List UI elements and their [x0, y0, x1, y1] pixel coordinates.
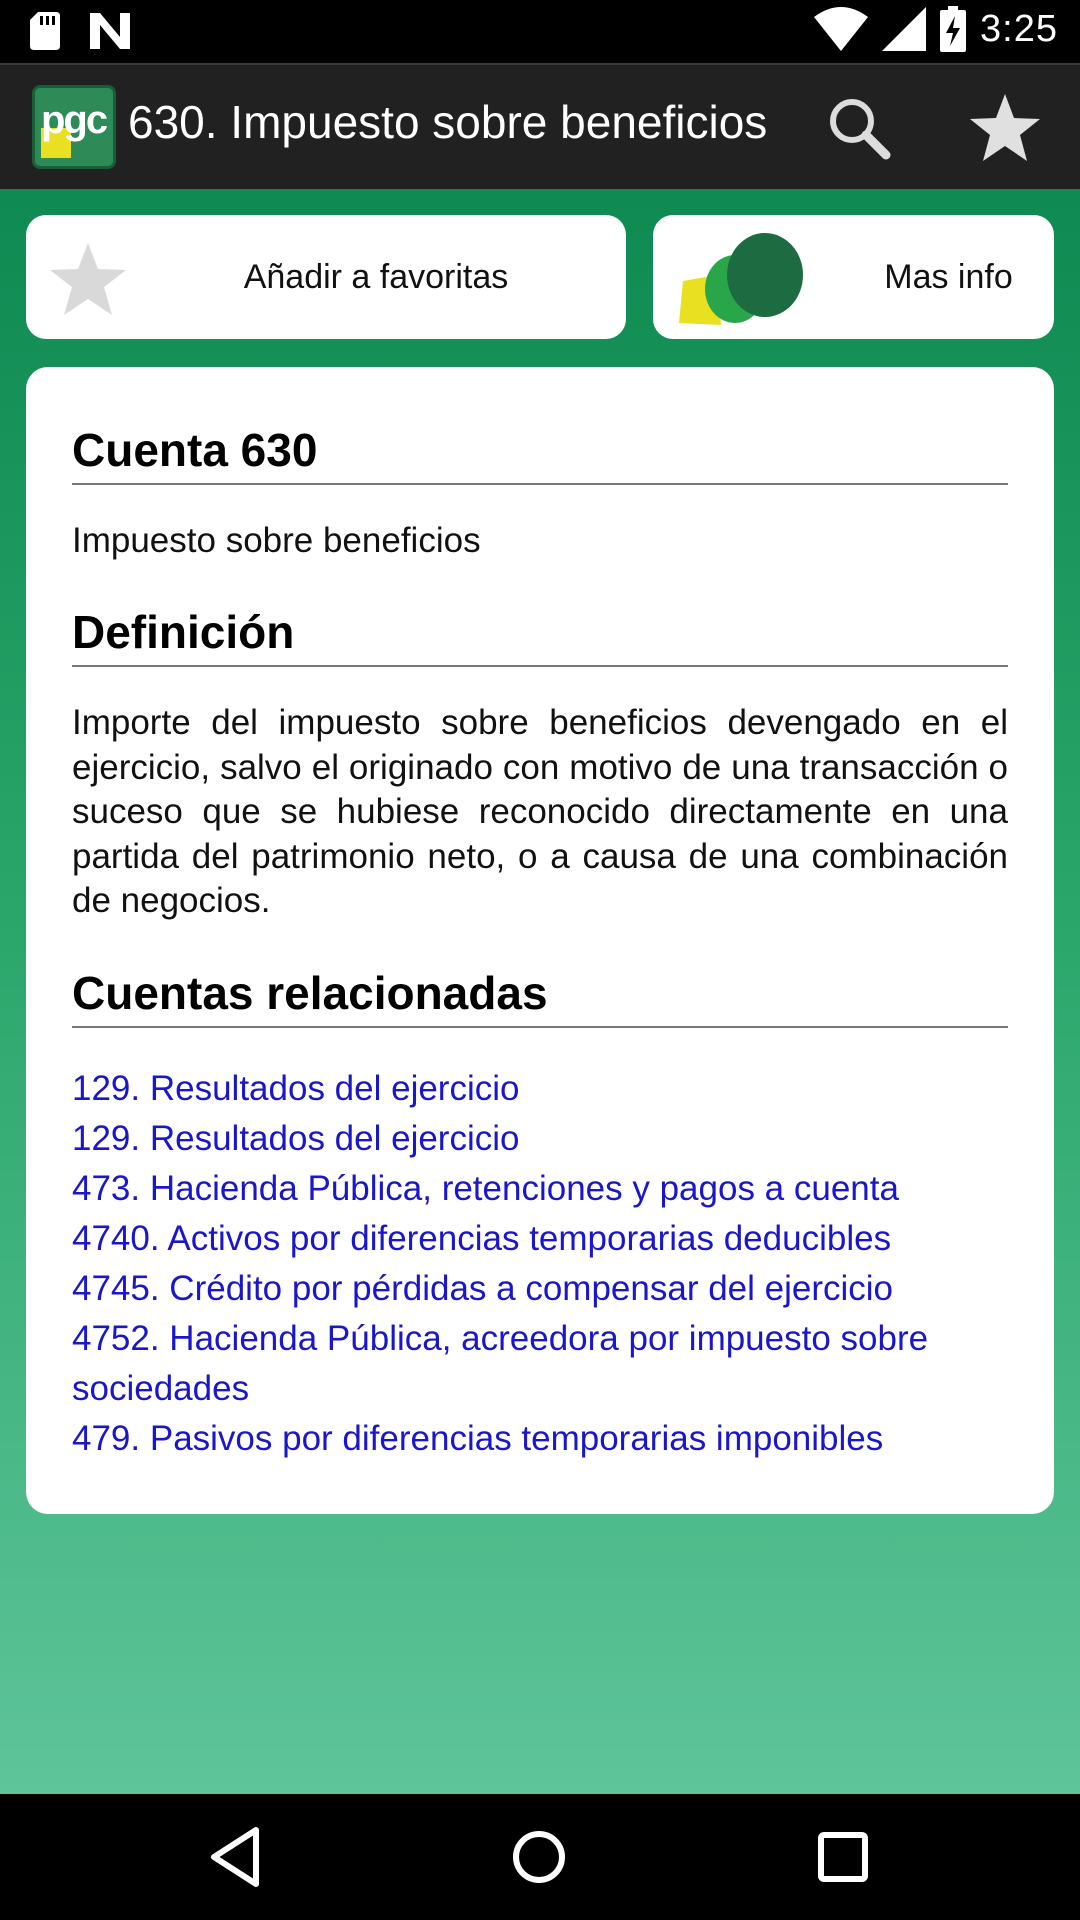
more-info-button[interactable]	[653, 215, 1054, 339]
account-card	[26, 367, 1054, 1514]
pgc-leaf-icon	[677, 231, 807, 327]
status-bar	[0, 0, 1080, 63]
account-name: Impuesto sobre beneficios	[72, 521, 481, 560]
content-area	[0, 189, 1080, 1794]
more-info-label: Mas info	[884, 257, 1013, 296]
add-favorite-button[interactable]	[26, 215, 626, 339]
related-account-link[interactable]: 4752. Hacienda Pública, acreedora por impuesto sobre sociedades	[72, 1318, 929, 1408]
recents-icon[interactable]	[810, 1824, 876, 1890]
related-account-link[interactable]: 473. Hacienda Pública, retenciones y pagos a cuenta	[72, 1168, 899, 1208]
account-heading: Cuenta 630	[72, 423, 1008, 485]
wifi-icon	[814, 7, 868, 51]
logo-text: pgc	[41, 98, 107, 142]
back-icon[interactable]	[204, 1824, 270, 1890]
related-account-link[interactable]: 4740. Activos por diferencias temporarias deducibles	[72, 1218, 892, 1258]
related-account-link[interactable]: 4745. Crédito por pérdidas a compensar del ejercicio	[72, 1268, 894, 1308]
n-icon	[90, 13, 130, 49]
navigation-bar	[0, 1794, 1080, 1920]
related-heading: Cuentas relacionadas	[72, 966, 1008, 1028]
related-account-link[interactable]: 129. Resultados del ejercicio	[72, 1118, 520, 1158]
star-outline-icon	[48, 239, 128, 319]
signal-icon	[882, 7, 926, 51]
related-accounts-list	[72, 1064, 1008, 1464]
add-favorite-label: Añadir a favoritas	[243, 257, 509, 296]
home-icon[interactable]	[506, 1824, 572, 1890]
star-icon[interactable]	[968, 91, 1042, 165]
battery-charging-icon	[940, 6, 966, 52]
definition-text: Importe del impuesto sobre beneficios devengado en el ejercicio, salvo el originado con motivo de una transacción o suceso que se hubiese reconocido directamente en una partida del patrimonio neto, o a causa de una combinación de negocios.	[72, 703, 1008, 920]
status-time: 3:25	[980, 7, 1058, 50]
definition-heading: Definición	[72, 605, 1008, 667]
app-bar	[0, 63, 1080, 189]
sd-card-icon	[30, 12, 60, 50]
related-account-link[interactable]: 129. Resultados del ejercicio	[72, 1068, 520, 1108]
page-title: 630. Impuesto sobre beneficios	[128, 96, 768, 148]
related-account-link[interactable]: 479. Pasivos por diferencias temporarias imponibles	[72, 1418, 884, 1458]
app-logo[interactable]	[32, 85, 116, 169]
search-icon[interactable]	[826, 95, 892, 161]
